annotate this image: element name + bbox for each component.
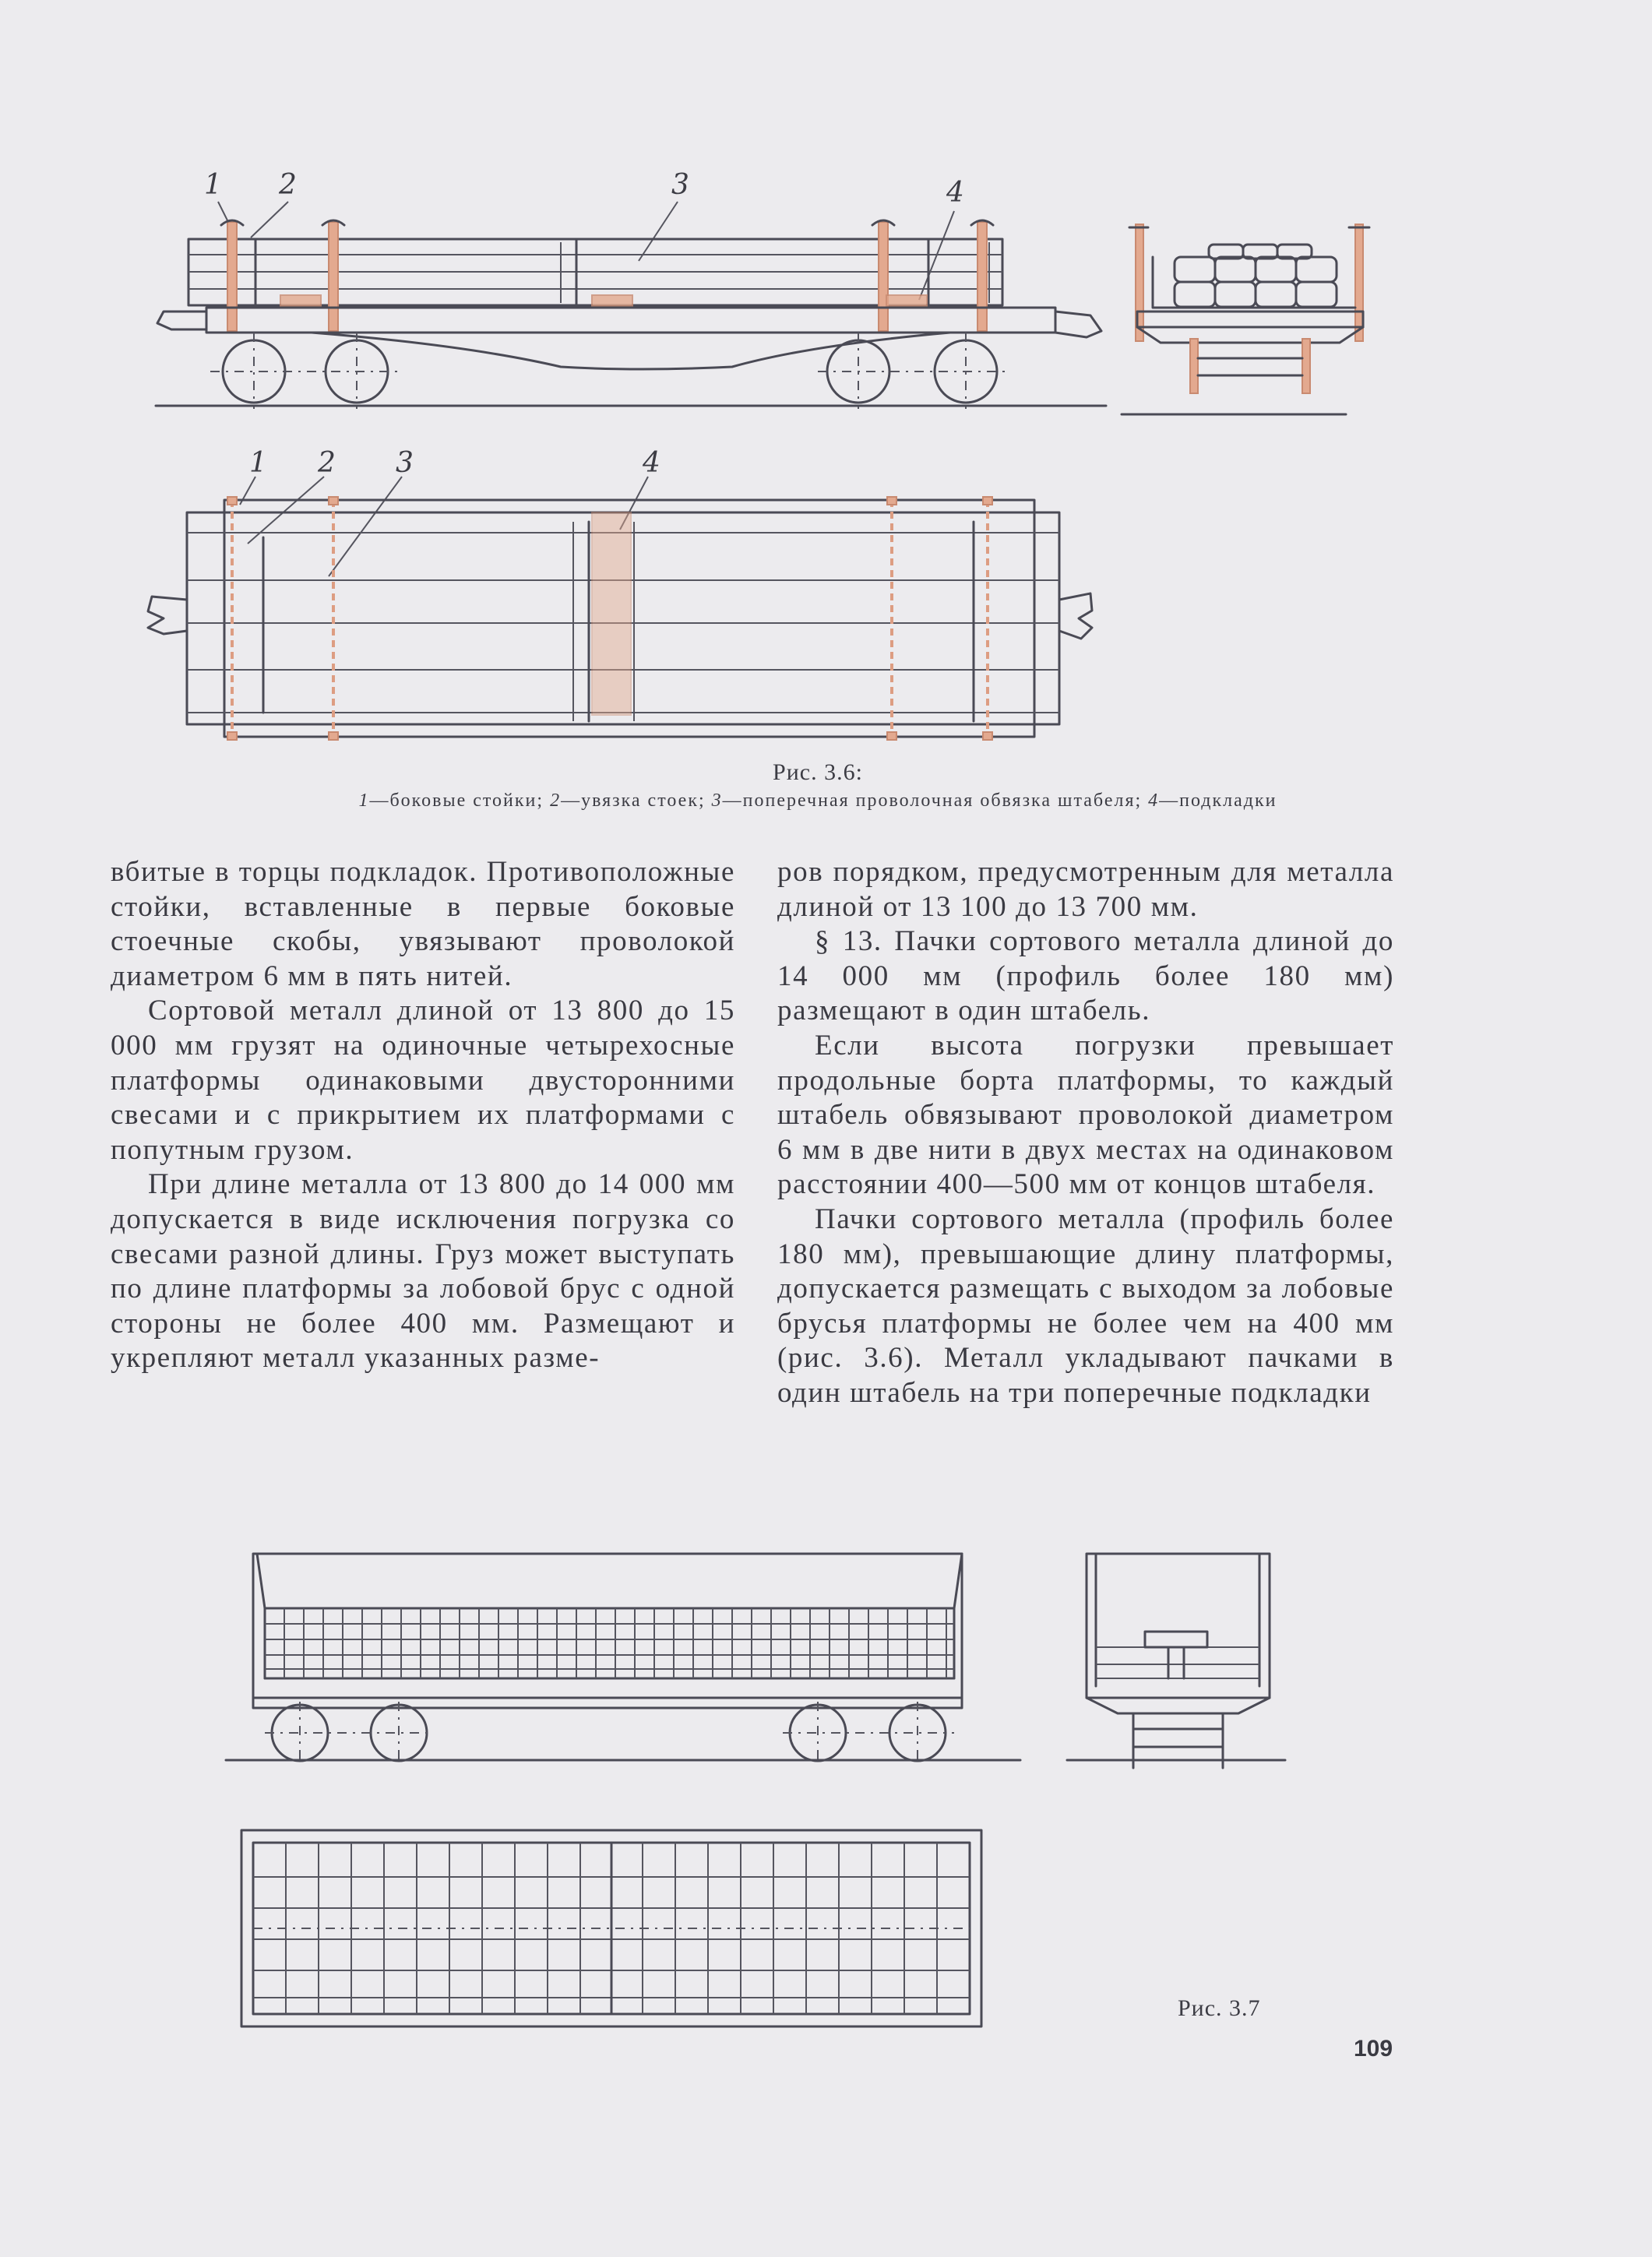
side-label-4: 4 [946, 177, 964, 209]
right-paragraph-3: Если высота погрузки превышает продольные борта платформы, то каждый штабель обвязывают проволокой диаметром 6 мм в две нити в двух местах на одинаковом расстоянии 400—500 мм от концов штабеля. [777, 1029, 1394, 1201]
side-label-2: 2 [279, 169, 297, 201]
right-paragraph-2: § 13. Пачки сортового металла длиной до 14 000 мм (профиль более 180 мм) размещают в один штабель. [777, 925, 1394, 1027]
figure-3-6-plan-view [140, 444, 1106, 748]
bogie-wheels [210, 333, 1006, 409]
end-view-stack [1175, 245, 1337, 307]
fig37-load-grid [265, 1608, 954, 1678]
figure-3-7-caption: Рис. 3.7 [1178, 1995, 1261, 2021]
side-label-3: 3 [671, 169, 689, 201]
figure-3-6-end-view [1122, 210, 1379, 424]
figure-3-6-caption [156, 759, 1480, 812]
legend-num-4: 4 [1148, 790, 1160, 811]
top-label-2: 2 [318, 447, 336, 479]
fig37-wheels [265, 1702, 954, 1766]
legend-num-3: 3 [711, 790, 723, 811]
legend-text-2: —увязка стоек; [561, 790, 712, 811]
left-paragraph-2: Сортовой металл длиной от 13 800 до 15 000 мм грузят на одиночные четырехосные платформы одинаковыми двусторонними свесами и с прикрытием их платформами с попутным грузом. [111, 995, 735, 1166]
top-label-4: 4 [643, 447, 660, 479]
side-posts [221, 220, 993, 331]
figure-3-6-side-view [140, 167, 1114, 424]
right-column [777, 855, 1394, 1411]
legend-num-2: 2 [550, 790, 562, 811]
left-column [111, 855, 735, 1376]
right-paragraph-4: Пачки сортового металла (профиль более 180 мм), превышающие длину платформы, допускается размещать с выходом за лобовые брусья платформы не более чем на 400 мм (рис. 3.6). Металл укладывают пачками в один штабель на три поперечные подкладки [777, 1202, 1394, 1409]
top-label-3: 3 [396, 447, 414, 479]
top-label-1: 1 [249, 447, 267, 479]
legend-text-3: —поперечная проволочная обвязка штабеля; [722, 790, 1149, 811]
legend-text-1: —боковые стойки; [369, 790, 551, 811]
page-number: 109 [1354, 2036, 1393, 2062]
figure-3-7-side-view [218, 1546, 1028, 1768]
figure-3-6-legend [156, 790, 1480, 812]
left-paragraph-3: При длине металла от 13 800 до 14 000 мм допускается в виде исключения погрузка со свесами разной длины. Груз может выступать по длине платформы за лобовой брус с одной стороны не более 400 мм. Размещают и укрепляют металл указанных разме- [111, 1168, 735, 1375]
fig37-plan-grid [253, 1843, 970, 2014]
figure-3-6-title: Рис. 3.6: [773, 759, 863, 785]
figure-3-7-end-view [1063, 1546, 1289, 1783]
side-label-1: 1 [204, 169, 222, 201]
figure-3-7-plan-view [238, 1822, 989, 2033]
legend-num-1: 1 [358, 790, 370, 811]
left-paragraph-1: вбитые в торцы подкладок. Противоположные стойки, вставленные в первые боковые стоечные скобы, увязывают проволокой диаметром 6 мм в пять нитей. [111, 856, 735, 992]
right-paragraph-1: ров порядком, предусмотренным для металла длиной от 13 100 до 13 700 мм. [777, 856, 1394, 923]
legend-text-4: —подкладки [1159, 790, 1277, 811]
